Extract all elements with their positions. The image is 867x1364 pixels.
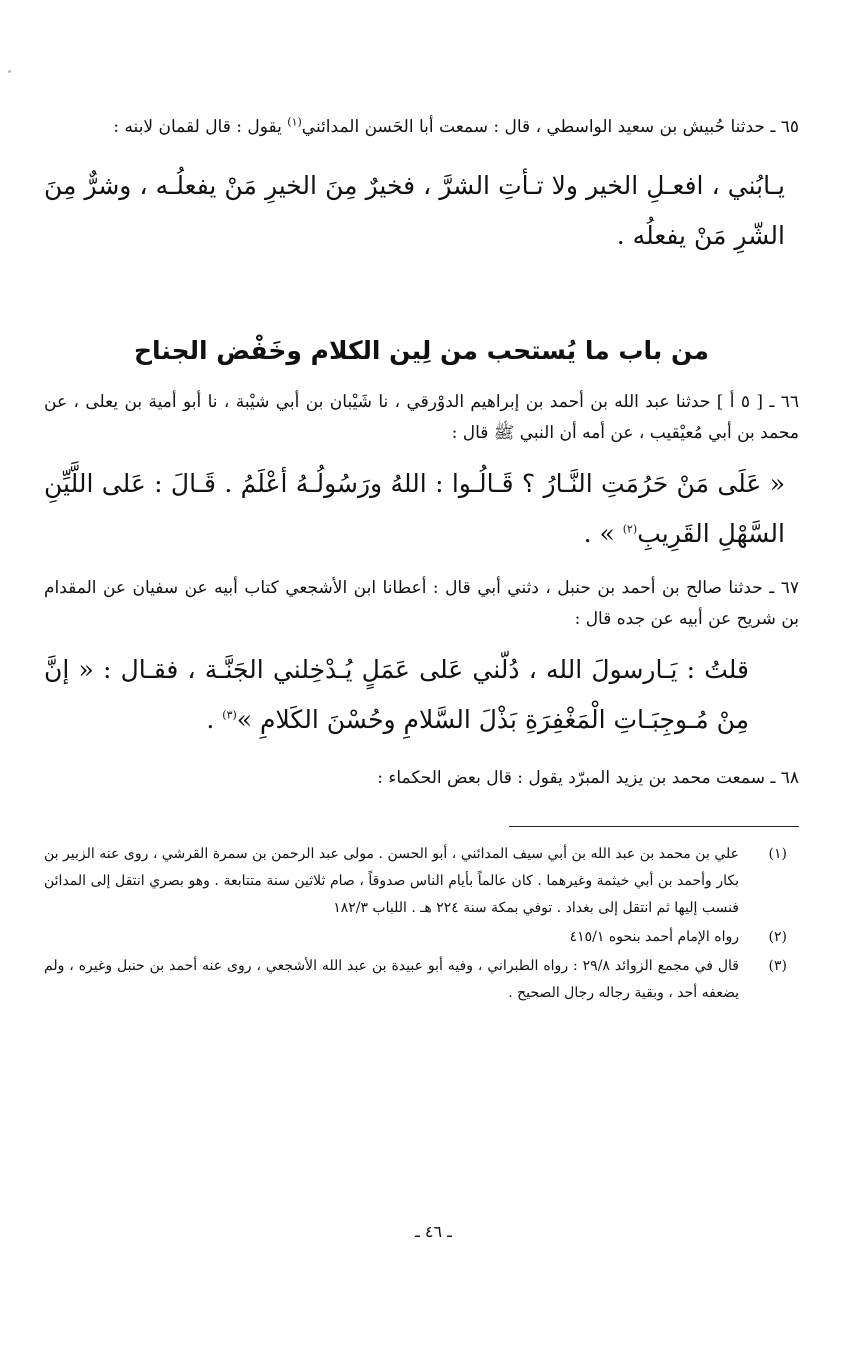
footnote-number: (٢) <box>768 929 787 945</box>
hadith-66-intro: ٦٦ ـ [ ٥ أ ] حدثنا عبد الله بن أحمد بن إبراهيم الدوْرقي ، نا شَيْبان بن أبي شيْبة ، نا أبو أمية بن يعلى ، عن محمد بن أبي مُعيْقيب ، عن أمه أن النبي ﷺ قال : <box>44 392 800 443</box>
footnote-1 <box>44 841 799 922</box>
footnote-3 <box>44 953 799 1007</box>
hadith-66-quote-tail: » . <box>583 519 623 548</box>
hadith-67-quote-tail: . <box>206 705 223 734</box>
footnote-ref-2[interactable]: (٢) <box>622 522 638 536</box>
hadith-66-quote-text: « عَلَى مَنْ حَرُمَتِ النَّـارُ ؟ قَـالُـوا : اللهُ ورَسُولُـهُ أعْلَمُ . قَـالَ : عَلى اللَّيِّنِ السَّهْلِ القَرِيبِ <box>44 469 785 548</box>
section-heading: من باب ما يُستحب من لِين الكلام وخَفْض الجناح <box>134 336 709 365</box>
footnote-ref-3[interactable]: (٣) <box>222 708 237 722</box>
hadith-65-intro-tail: يقول : قال لقمان لابنه : <box>113 117 288 137</box>
footnote-2 <box>44 924 799 951</box>
hadith-66-quote <box>44 459 799 559</box>
hadith-67-intro: ٦٧ ـ حدثنا صالح بن أحمد بن حنبل ، دثني أبي قال : أعطانا ابن الأشجعي كتاب أبيه عن سفيان عن المقدام بن شريح عن أبيه عن جده قال : <box>44 578 799 629</box>
footnote-number: (١) <box>768 846 787 862</box>
footnote-text: علي بن محمد بن عبد الله بن أبي سيف المدائني ، أبو الحسن . مولى عبد الرحمن بن سمرة القرشي ، روى عنه الزبير بن بكار وأحمد بن أبي خيثمة وغيرهما . كان عالماً بأيام الناس صدوقاً ، صام ثلاثين سنة متتابعة . وهو بصري انتقل إلى المدائن فنسب إليها ثم انتقل إلى بغداد . توفي بمكة سنة ٢٢٤ هـ . اللباب ١٨٢/٣ <box>44 846 739 916</box>
footnote-text: رواه الإمام أحمد بنحوه ٤١٥/١ <box>569 929 739 945</box>
footnote-text: قال في مجمع الزوائد ٢٩/٨ : رواه الطبراني ، وفيه أبو عبيدة بن عبد الله الأشجعي ، روى عنه أحمد بن حنبل وغيره ، ولم يضعفه أحد ، وبقية رجاله رجال الصحيح . <box>44 958 739 1001</box>
footnote-number: (٣) <box>768 958 787 974</box>
hadith-67-quote-text: قلتُ : يَـارسولَ الله ، دُلّني عَلى عَمَلٍ يُـدْخِلني الجَنَّـة ، فقـال : « إنَّ مِنْ مُـوجِبَـاتِ الْمَغْفِرَةِ بَذْلَ السَّلامِ وحُسْنَ الكَلامِ » <box>44 655 749 734</box>
footnotes <box>44 841 799 1007</box>
footnote-divider <box>509 826 799 827</box>
hadith-67-quote <box>44 645 799 745</box>
page-number: ـ ٤٦ ـ <box>415 1222 452 1241</box>
hadith-68-intro: ٦٨ ـ سمعت محمد بن يزيد المبرّد يقول : قال بعض الحكماء : <box>377 768 799 788</box>
hadith-65-intro <box>44 112 799 143</box>
hadith-65-quote: يـابُني ، افعـلِ الخير ولا تـأتِ الشرَّ ، فخيرٌ مِنَ الخيرِ مَنْ يفعلُـه ، وشرٌّ مِنَ الشّرِ مَنْ يفعلُه . <box>44 171 785 250</box>
hadith-65-intro-text: ٦٥ ـ حدثنا حُبيش بن سعيد الواسطي ، قال : سمعت أبا الحَسن المدائني <box>301 117 799 137</box>
footnote-ref-1[interactable]: (١) <box>287 115 302 129</box>
